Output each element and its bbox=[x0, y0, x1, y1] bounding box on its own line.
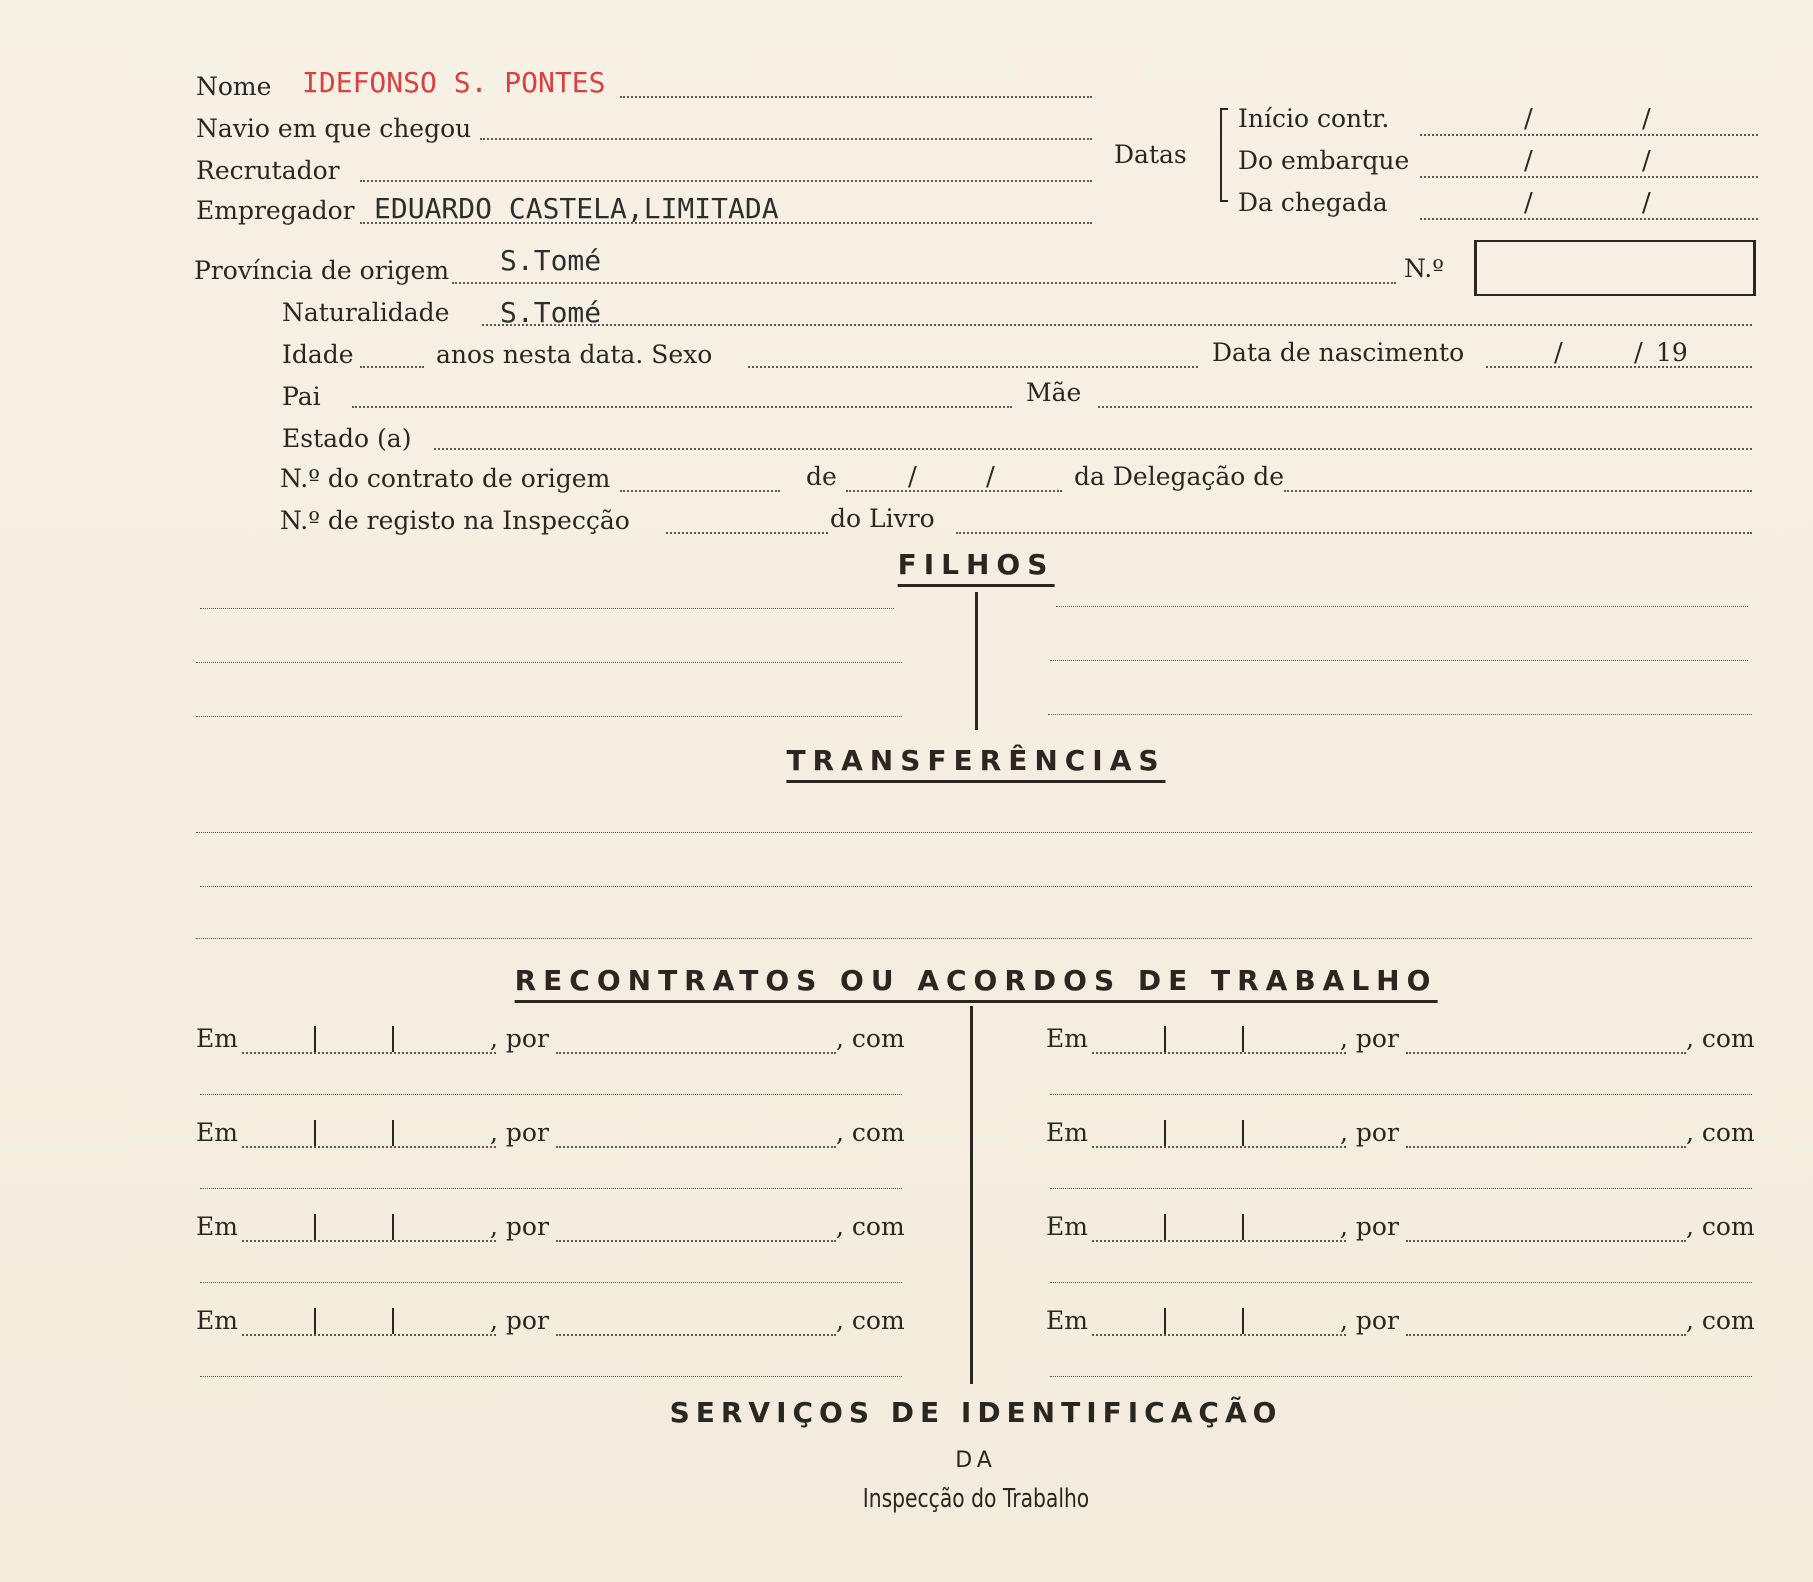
date-separator bbox=[392, 1214, 394, 1240]
filhos-line[interactable] bbox=[196, 662, 902, 663]
label-com: , com bbox=[1686, 1024, 1755, 1053]
label-por: , por bbox=[1340, 1118, 1399, 1147]
slash: / bbox=[1634, 338, 1643, 368]
datas-brace bbox=[1220, 108, 1228, 202]
label-datas: Datas bbox=[1114, 140, 1187, 169]
recontrato-date-line[interactable] bbox=[242, 1334, 496, 1336]
label-estado: Estado (a) bbox=[282, 424, 412, 453]
nome-line bbox=[620, 96, 1092, 98]
date-separator bbox=[1242, 1026, 1244, 1052]
recontrato-com-line[interactable] bbox=[1050, 1282, 1752, 1283]
contrato-data-line[interactable] bbox=[846, 490, 1062, 492]
recontrato-date-line[interactable] bbox=[242, 1240, 496, 1242]
label-provincia: Província de origem bbox=[194, 256, 450, 285]
label-em: Em bbox=[1046, 1306, 1088, 1335]
empregador-line bbox=[360, 222, 1092, 224]
label-com: , com bbox=[836, 1118, 905, 1147]
label-anos-sexo: anos nesta data. Sexo bbox=[436, 340, 713, 369]
label-delegacao: da Delegação de bbox=[1074, 462, 1285, 491]
filhos-line[interactable] bbox=[196, 716, 902, 717]
recontrato-por-line[interactable] bbox=[556, 1146, 836, 1148]
date-separator bbox=[1242, 1214, 1244, 1240]
navio-line[interactable] bbox=[480, 138, 1092, 140]
idade-line[interactable] bbox=[360, 366, 424, 368]
pai-line[interactable] bbox=[352, 406, 1012, 408]
numero-box[interactable] bbox=[1474, 240, 1756, 296]
nascimento-line[interactable] bbox=[1486, 366, 1752, 368]
recontrato-date-line[interactable] bbox=[1092, 1146, 1346, 1148]
label-mae: Mãe bbox=[1026, 378, 1082, 407]
recontrato-por-line[interactable] bbox=[1406, 1334, 1686, 1336]
recontrato-com-line[interactable] bbox=[200, 1282, 902, 1283]
recontratos-divider bbox=[970, 1006, 973, 1384]
slash: / bbox=[986, 462, 995, 492]
label-naturalidade: Naturalidade bbox=[282, 298, 450, 327]
label-empregador: Empregador bbox=[196, 196, 355, 225]
label-em: Em bbox=[196, 1212, 238, 1241]
label-19: 19 bbox=[1656, 338, 1688, 367]
label-em: Em bbox=[1046, 1024, 1088, 1053]
label-por: , por bbox=[1340, 1306, 1399, 1335]
livro-line[interactable] bbox=[956, 532, 1752, 534]
recontrato-com-line[interactable] bbox=[1050, 1094, 1752, 1095]
sexo-line[interactable] bbox=[748, 366, 1198, 368]
date-separator bbox=[1242, 1120, 1244, 1146]
filhos-line[interactable] bbox=[1056, 606, 1748, 607]
date-separator bbox=[314, 1120, 316, 1146]
label-registo: N.º de registo na Inspecção bbox=[280, 506, 630, 535]
recrutador-line[interactable] bbox=[360, 180, 1092, 182]
recontrato-com-line[interactable] bbox=[1050, 1376, 1752, 1377]
value-empregador[interactable]: EDUARDO CASTELA,LIMITADA bbox=[374, 192, 779, 225]
chegada-line[interactable] bbox=[1420, 218, 1758, 220]
registo-line[interactable] bbox=[666, 532, 828, 534]
recontrato-por-line[interactable] bbox=[1406, 1240, 1686, 1242]
recontrato-por-line[interactable] bbox=[556, 1240, 836, 1242]
provincia-line bbox=[452, 282, 1396, 284]
label-por: , por bbox=[490, 1212, 549, 1241]
footer-inspeccao: Inspecção do Trabalho bbox=[862, 1484, 1090, 1514]
section-filhos: FILHOS bbox=[898, 548, 1055, 587]
label-em: Em bbox=[196, 1118, 238, 1147]
date-separator bbox=[1164, 1120, 1166, 1146]
value-naturalidade[interactable]: S.Tomé bbox=[500, 296, 602, 329]
recontrato-por-line[interactable] bbox=[1406, 1052, 1686, 1054]
label-embarque: Do embarque bbox=[1238, 146, 1410, 175]
recontrato-date-line[interactable] bbox=[1092, 1334, 1346, 1336]
label-contrato: N.º do contrato de origem bbox=[280, 464, 611, 493]
recontrato-date-line[interactable] bbox=[1092, 1240, 1346, 1242]
recontrato-por-line[interactable] bbox=[556, 1334, 836, 1336]
slash: / bbox=[1642, 188, 1651, 218]
label-por: , por bbox=[1340, 1212, 1399, 1241]
label-por: , por bbox=[490, 1024, 549, 1053]
date-separator bbox=[314, 1308, 316, 1334]
slash: / bbox=[1524, 146, 1533, 176]
recontrato-por-line[interactable] bbox=[556, 1052, 836, 1054]
footer-title: SERVIÇOS DE IDENTIFICAÇÃO bbox=[669, 1396, 1283, 1429]
label-em: Em bbox=[196, 1024, 238, 1053]
label-com: , com bbox=[836, 1212, 905, 1241]
slash: / bbox=[1524, 104, 1533, 134]
label-em: Em bbox=[196, 1306, 238, 1335]
recontrato-com-line[interactable] bbox=[200, 1188, 902, 1189]
filhos-divider bbox=[975, 592, 978, 730]
label-por: , por bbox=[1340, 1024, 1399, 1053]
date-separator bbox=[314, 1026, 316, 1052]
delegacao-line[interactable] bbox=[1284, 490, 1752, 492]
date-separator bbox=[1164, 1214, 1166, 1240]
label-idade: Idade bbox=[282, 340, 354, 369]
recontrato-date-line[interactable] bbox=[1092, 1052, 1346, 1054]
date-separator bbox=[1164, 1308, 1166, 1334]
section-recontratos: RECONTRATOS OU ACORDOS DE TRABALHO bbox=[515, 964, 1438, 1003]
estado-line[interactable] bbox=[434, 448, 1752, 450]
label-nome: Nome bbox=[196, 72, 272, 101]
label-em: Em bbox=[1046, 1118, 1088, 1147]
filhos-line[interactable] bbox=[1048, 714, 1752, 715]
value-provincia[interactable]: S.Tomé bbox=[500, 244, 602, 277]
label-por: , por bbox=[490, 1118, 549, 1147]
recontrato-por-line[interactable] bbox=[1406, 1146, 1686, 1148]
section-transferencias: TRANSFERÊNCIAS bbox=[786, 744, 1165, 783]
contrato-line[interactable] bbox=[620, 490, 780, 492]
date-separator bbox=[1242, 1308, 1244, 1334]
filhos-line[interactable] bbox=[1050, 660, 1748, 661]
label-com: , com bbox=[836, 1306, 905, 1335]
inicio-line[interactable] bbox=[1420, 134, 1758, 136]
recontrato-com-line[interactable] bbox=[200, 1094, 902, 1095]
label-inicio: Início contr. bbox=[1238, 104, 1390, 133]
label-com: , com bbox=[1686, 1212, 1755, 1241]
slash: / bbox=[1642, 104, 1651, 134]
recontrato-date-line[interactable] bbox=[242, 1146, 496, 1148]
footer-da: DA bbox=[955, 1448, 997, 1473]
label-chegada: Da chegada bbox=[1238, 188, 1388, 217]
label-por: , por bbox=[490, 1306, 549, 1335]
label-pai: Pai bbox=[282, 382, 321, 411]
recontrato-com-line[interactable] bbox=[1050, 1188, 1752, 1189]
label-nascimento: Data de nascimento bbox=[1212, 338, 1465, 367]
slash: / bbox=[1642, 146, 1651, 176]
recontrato-date-line[interactable] bbox=[242, 1052, 496, 1054]
recontrato-com-line[interactable] bbox=[200, 1376, 902, 1377]
date-separator bbox=[392, 1026, 394, 1052]
slash: / bbox=[1524, 188, 1533, 218]
slash: / bbox=[1554, 338, 1563, 368]
label-livro: do Livro bbox=[830, 504, 935, 533]
date-separator bbox=[392, 1120, 394, 1146]
date-separator bbox=[314, 1214, 316, 1240]
label-numero: N.º bbox=[1404, 254, 1444, 283]
transferencias-line[interactable] bbox=[196, 938, 1752, 939]
filhos-line[interactable] bbox=[200, 608, 894, 609]
date-separator bbox=[1164, 1026, 1166, 1052]
label-recrutador: Recrutador bbox=[196, 156, 340, 185]
transferencias-line[interactable] bbox=[196, 832, 1752, 833]
label-com: , com bbox=[1686, 1118, 1755, 1147]
mae-line[interactable] bbox=[1098, 406, 1752, 408]
slash: / bbox=[908, 462, 917, 492]
label-de: de bbox=[806, 462, 837, 491]
embarque-line[interactable] bbox=[1420, 176, 1758, 178]
transferencias-line[interactable] bbox=[200, 886, 1752, 887]
label-em: Em bbox=[1046, 1212, 1088, 1241]
label-com: , com bbox=[1686, 1306, 1755, 1335]
date-separator bbox=[392, 1308, 394, 1334]
naturalidade-line bbox=[482, 324, 1752, 326]
label-navio: Navio em que chegou bbox=[196, 114, 472, 143]
label-com: , com bbox=[836, 1024, 905, 1053]
value-nome[interactable]: IDEFONSO S. PONTES bbox=[302, 66, 606, 99]
